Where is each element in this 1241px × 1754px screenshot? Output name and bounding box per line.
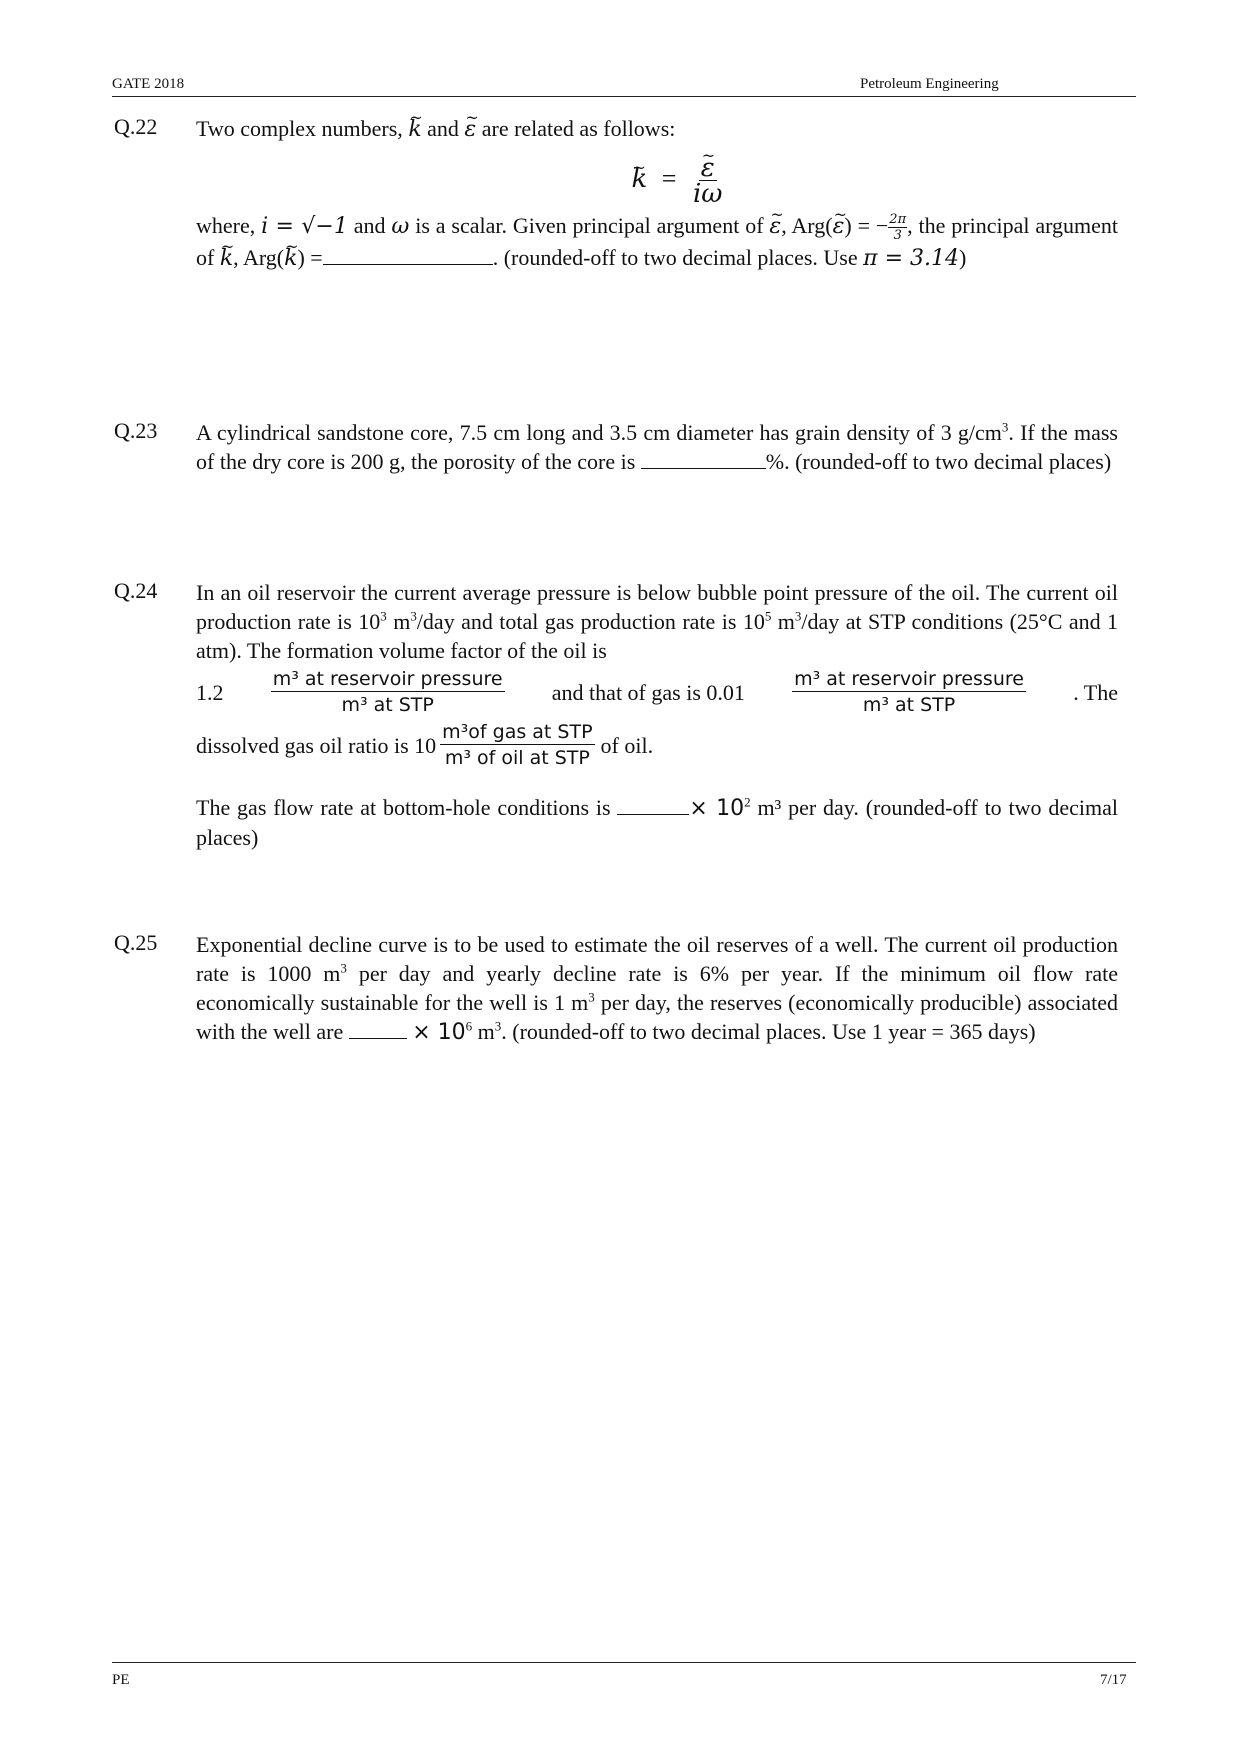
two-pi-over-three: $\frac{2\pi}{3}$ [889, 212, 907, 244]
question-number-25: Q.25 [114, 930, 158, 955]
gas-oil-ratio-fraction: $\frac{\text{m³of gas at STP}}{\text{m³ of oil at STP}}$ [442, 721, 593, 769]
k-tilde-symbol: ~ k [408, 115, 421, 144]
q24-paragraph-1: In an oil reservoir the current average pressure is below bubble point pressure of the oil. The current oil production rate is $10^3$ $m^3$/day and total gas production rate is $10^5$ $m^3$/day at STP conditions (25°C and 1 atm). The formation volume factor of the oil is [196, 580, 1119, 663]
gas-fvf-fraction: $\frac{\text{m³ at reservoir pressure}}{\text{m³ at STP}}$ [794, 668, 1024, 716]
q24-fvf-line: 1.2 $\frac{\text{m³ at reservoir pressure}}{\text{m³ at STP}}$ and that of gas is 0.01 $\frac{\text{m³ at reservoir pressure}}{\text{m³ at STP}}$ . The [196, 668, 1118, 716]
answer-blank-23 [641, 450, 766, 469]
equation-fraction: ~ $\frac{\varepsilon}{i\omega}$ [691, 156, 725, 207]
q22-equation: ~ k = ~ $\frac{\varepsilon}{i\omega}$ [196, 156, 1118, 207]
q24-gor-line: dissolved gas oil ratio is 10 $\frac{\text{m³of gas at STP}}{\text{m³ of oil at STP}}$ of oil. [196, 721, 654, 769]
header-left: GATE 2018 [112, 76, 185, 92]
header-rule [112, 96, 1136, 97]
answer-blank-25 [349, 1020, 407, 1039]
equation-lhs: ~ k [632, 165, 648, 194]
footer-rule [112, 1662, 1136, 1663]
header-right: Petroleum Engineering [860, 76, 999, 92]
oil-fvf-fraction: $\frac{\text{m³ at reservoir pressure}}{\text{m³ at STP}}$ [272, 668, 503, 716]
question-24 [196, 578, 1118, 852]
question-number-22: Q.22 [114, 114, 158, 139]
question-number-24: Q.24 [114, 578, 158, 603]
epsilon-tilde-symbol: ~ ε [464, 115, 476, 144]
question-22 [196, 114, 1118, 273]
footer-left: PE [112, 1672, 130, 1688]
q24-paragraph-2: The gas flow rate at bottom-hole conditions is × $10^2$ m³ per day. (rounded-off to two decimal places) [196, 794, 1119, 850]
q22-intro: Two complex numbers, ~ k and ~ ε are related as follows: [196, 114, 1118, 144]
answer-blank-22 [323, 246, 493, 265]
page-number: 7/17 [1100, 1672, 1127, 1688]
answer-blank-24 [617, 796, 689, 815]
q22-where: where, i = √−1 and ω is a scalar. Given principal argument of ~ ε, Arg(~ ε) = − $\frac{2\pi}{3}$ , the principal argument of ~ k, Arg(~ k) = . (rounded-off to two decimal places. Use π = 3.14) [196, 211, 1118, 273]
question-23: A cylindrical sandstone core, 7.5 cm long and 3.5 cm diameter has grain density of 3 $g/cm^3$. If the mass of the dry core is 200 g, the porosity of the core is %. (rounded-off to two decimal places) [196, 419, 1118, 474]
question-25: Exponential decline curve is to be used to estimate the oil reserves of a well. The current oil production rate is 1000 $m^3$ per day and yearly decline rate is 6% per year. If the minimum oil flow rate economically sustainable for the well is 1 $m^3$ per day, the reserves (economically producible) associated with the well are × $10^6$ $m^3$. (rounded-off to two decimal places. Use 1 year = 365 days) [196, 932, 1119, 1045]
question-number-23: Q.23 [114, 418, 158, 443]
